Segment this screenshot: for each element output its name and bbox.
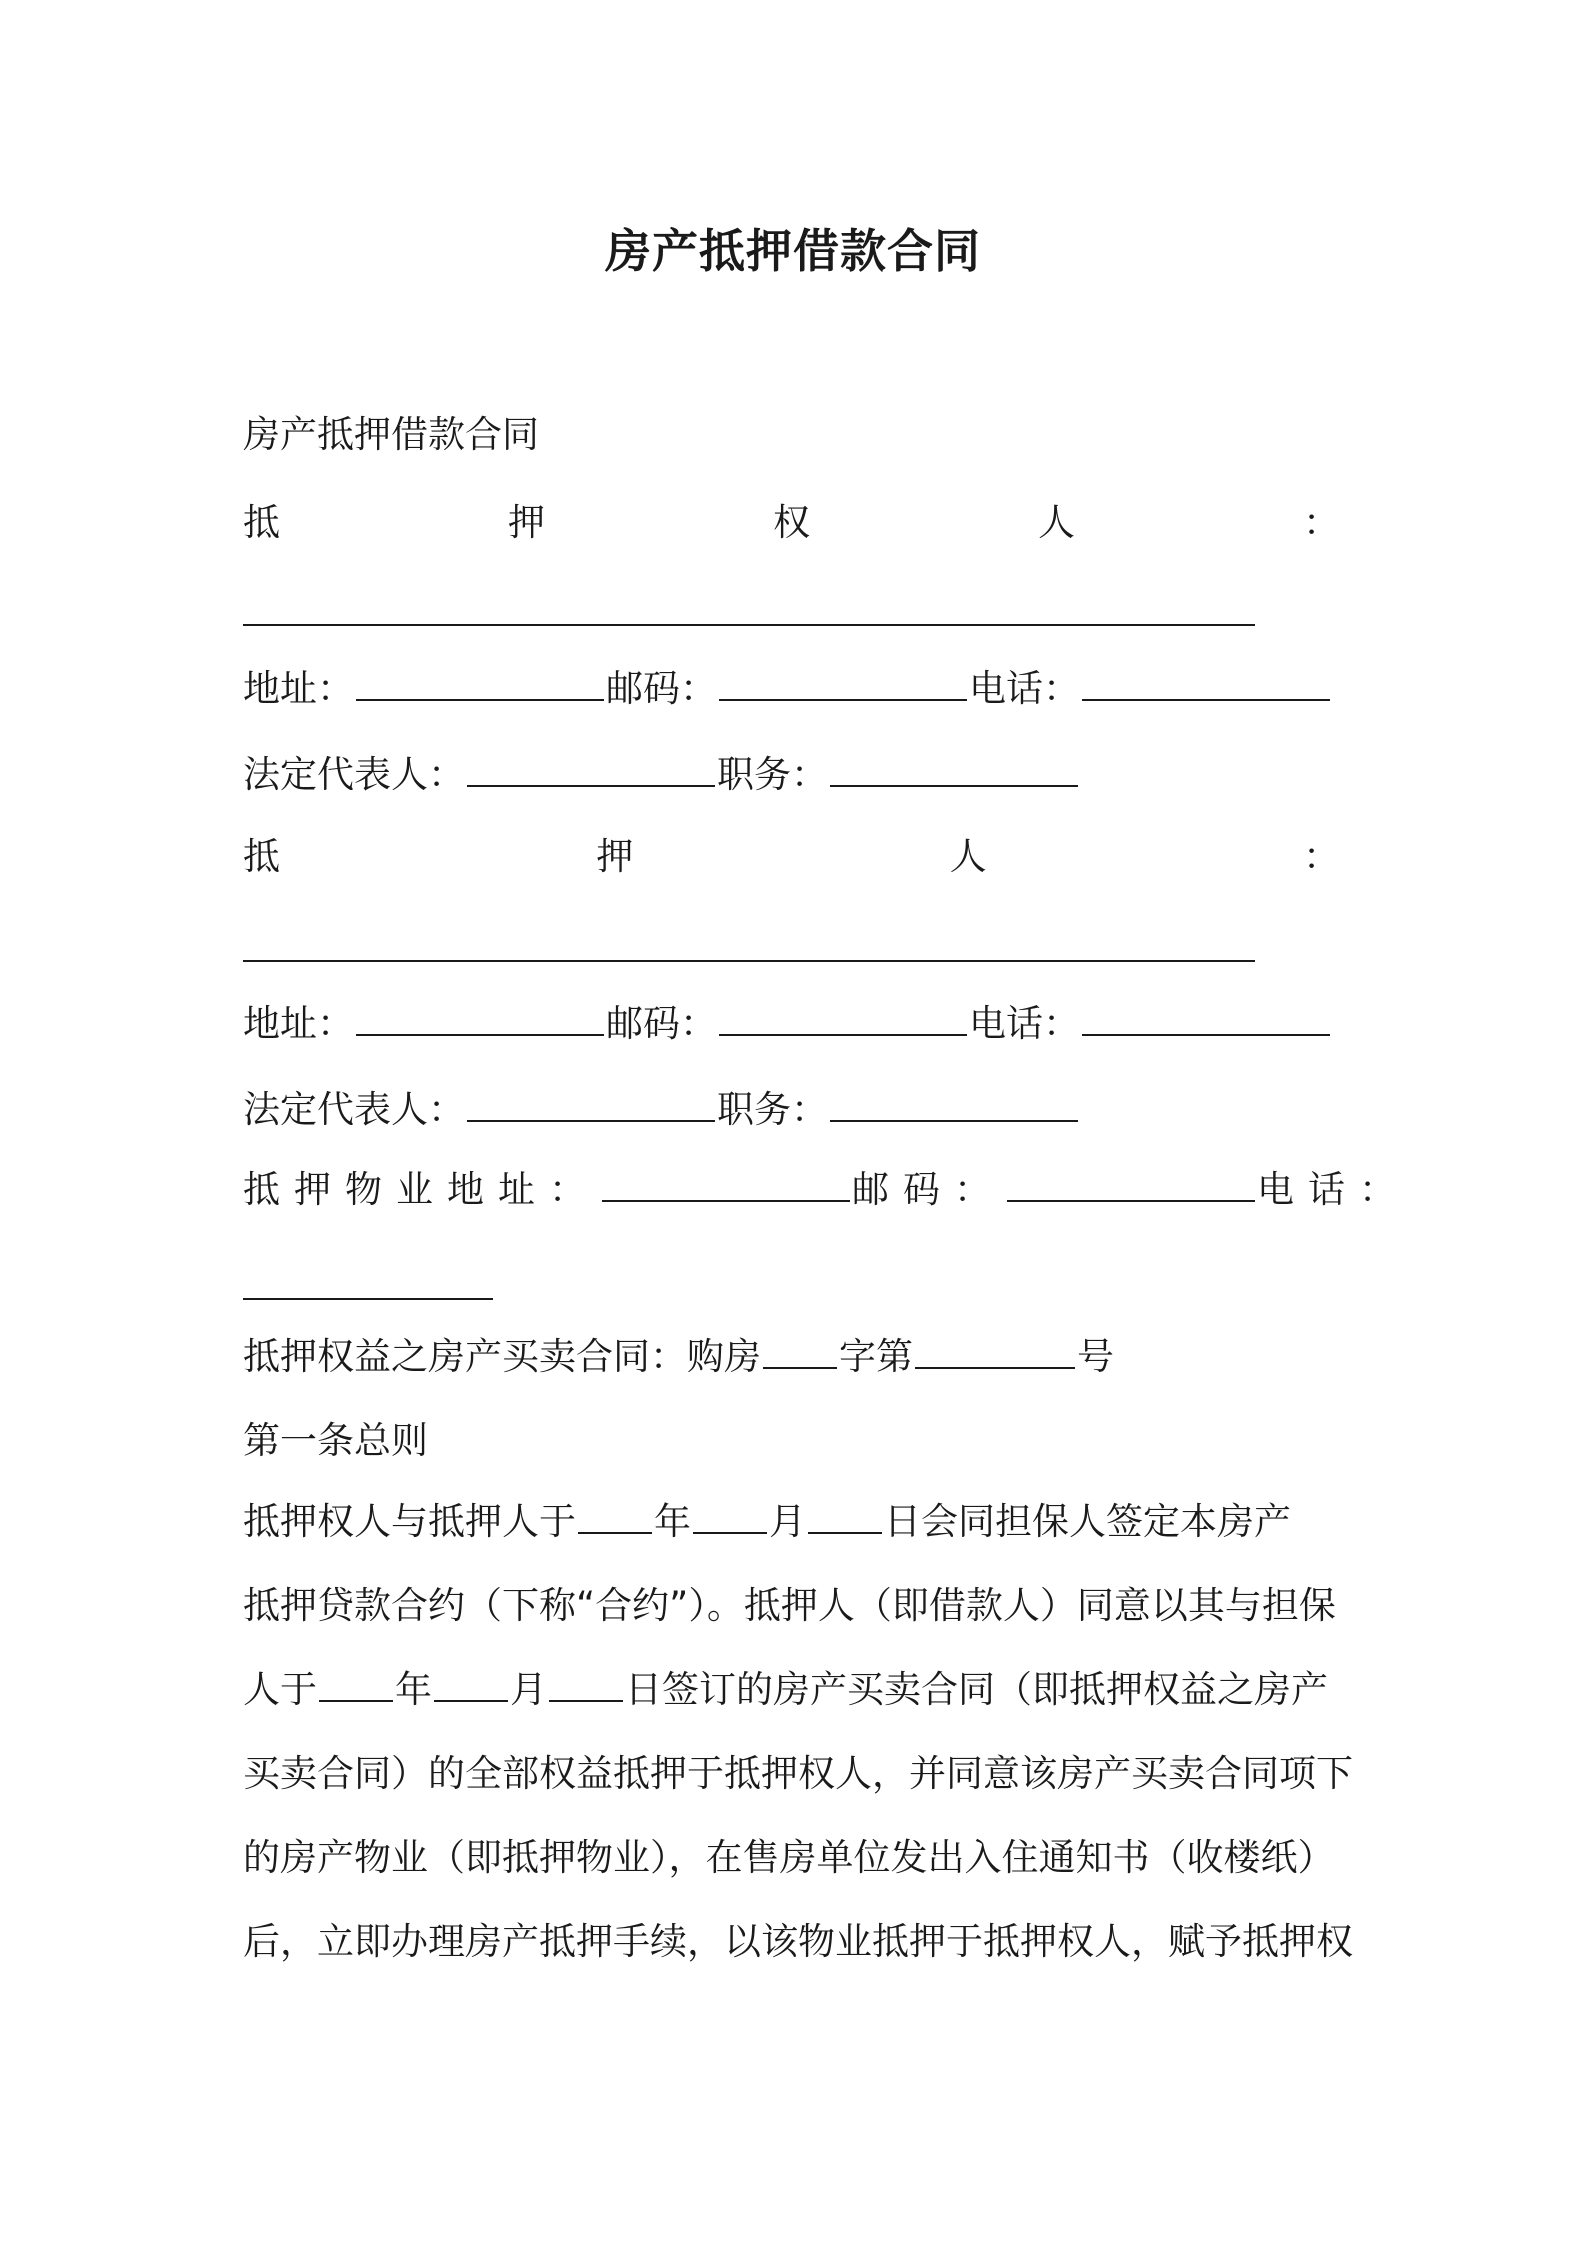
position-label: 职务： xyxy=(717,1088,828,1131)
property-phone-blank xyxy=(243,1298,493,1300)
mortgagee-rep-line xyxy=(243,752,1080,798)
address-blank xyxy=(356,669,604,701)
mortgagor-label-char: ： xyxy=(1302,835,1340,878)
postcode-label: 邮码： xyxy=(606,1002,717,1045)
month-blank xyxy=(434,1670,508,1702)
article-text: 抵押权人与抵押人于 xyxy=(243,1500,576,1543)
contract-ref-suffix: 号 xyxy=(1077,1335,1114,1378)
property-postcode-blank xyxy=(1007,1170,1255,1202)
mortgagee-label xyxy=(243,500,1340,546)
address-blank xyxy=(356,1004,604,1036)
mortgagor-contact-line xyxy=(243,1001,1332,1047)
year-blank xyxy=(319,1670,393,1702)
mortgagor-label-char: 人 xyxy=(949,835,987,878)
postcode-blank xyxy=(719,669,967,701)
mortgagee-label-char: 押 xyxy=(508,501,545,544)
article-text: 日会同担保人签定本房产 xyxy=(884,1500,1291,1543)
contract-ref-middle: 字第 xyxy=(839,1335,913,1378)
mortgagee-label-char: ： xyxy=(1303,501,1340,544)
article-line: 抵押贷款合约（下称“合约”）。抵押人（即借款人）同意以其与担保 xyxy=(243,1584,1336,1627)
postcode-label: 邮码： xyxy=(606,667,717,710)
mortgagee-name-blank xyxy=(243,624,1255,626)
property-address-blank xyxy=(602,1170,850,1202)
article-heading: 第一条总则 xyxy=(243,1419,428,1462)
legal-rep-blank xyxy=(467,755,715,787)
article-body xyxy=(243,1480,1363,1984)
article-line: 后，立即办理房产抵押手续，以该物业抵押于抵押权人，赋予抵押权 xyxy=(243,1920,1353,1963)
article-line: 的房产物业（即抵押物业），在售房单位发出入住通知书（收楼纸） xyxy=(243,1836,1335,1879)
contract-ref-line xyxy=(243,1334,1114,1380)
mortgagor-label xyxy=(243,834,1340,880)
property-line xyxy=(243,1167,1410,1213)
mortgagor-label-char: 押 xyxy=(596,835,634,878)
legal-rep-blank xyxy=(467,1090,715,1122)
legal-rep-label: 法定代表人： xyxy=(243,1088,465,1131)
phone-label: 电话： xyxy=(969,1002,1080,1045)
article-line xyxy=(243,1648,1363,1732)
legal-rep-label: 法定代表人： xyxy=(243,753,465,796)
month-label: 月 xyxy=(510,1668,547,1711)
postcode-blank xyxy=(719,1004,967,1036)
article-line: 买卖合同）的全部权益抵押于抵押权人，并同意该房产买卖合同项下 xyxy=(243,1752,1353,1795)
article-text: 人于 xyxy=(243,1668,317,1711)
month-label: 月 xyxy=(769,1500,806,1543)
mortgagor-label-char: 抵 xyxy=(243,835,280,878)
day-blank xyxy=(549,1670,623,1702)
year-label: 年 xyxy=(654,1500,691,1543)
year-blank xyxy=(578,1502,652,1534)
phone-blank xyxy=(1082,669,1330,701)
position-label: 职务： xyxy=(717,753,828,796)
mortgagee-label-char: 权 xyxy=(773,501,810,544)
address-label: 地址： xyxy=(243,1002,354,1045)
property-phone-label: 电话： xyxy=(1257,1168,1410,1211)
phone-blank xyxy=(1082,1004,1330,1036)
position-blank xyxy=(830,755,1078,787)
document-title: 房产抵押借款合同 xyxy=(605,224,981,278)
contract-ref-prefix: 抵押权益之房产买卖合同：购房 xyxy=(243,1335,761,1378)
address-label: 地址： xyxy=(243,667,354,710)
year-label: 年 xyxy=(395,1668,432,1711)
article-line xyxy=(243,1480,1363,1564)
mortgagee-label-char: 人 xyxy=(1038,501,1075,544)
mortgagee-label-char: 抵 xyxy=(243,501,280,544)
day-blank xyxy=(808,1502,882,1534)
mortgagee-contact-line xyxy=(243,666,1332,712)
contract-number-blank xyxy=(915,1337,1075,1369)
mortgagor-name-blank xyxy=(243,960,1255,962)
property-postcode-label: 邮码： xyxy=(852,1168,1005,1211)
article-text: 日签订的房产买卖合同（即抵押权益之房产 xyxy=(625,1668,1328,1711)
section-heading: 房产抵押借款合同 xyxy=(243,413,539,456)
month-blank xyxy=(693,1502,767,1534)
phone-label: 电话： xyxy=(969,667,1080,710)
contract-ref-blank xyxy=(763,1337,837,1369)
property-address-label: 抵押物业地址： xyxy=(243,1168,600,1211)
position-blank xyxy=(830,1090,1078,1122)
mortgagor-rep-line xyxy=(243,1087,1080,1133)
